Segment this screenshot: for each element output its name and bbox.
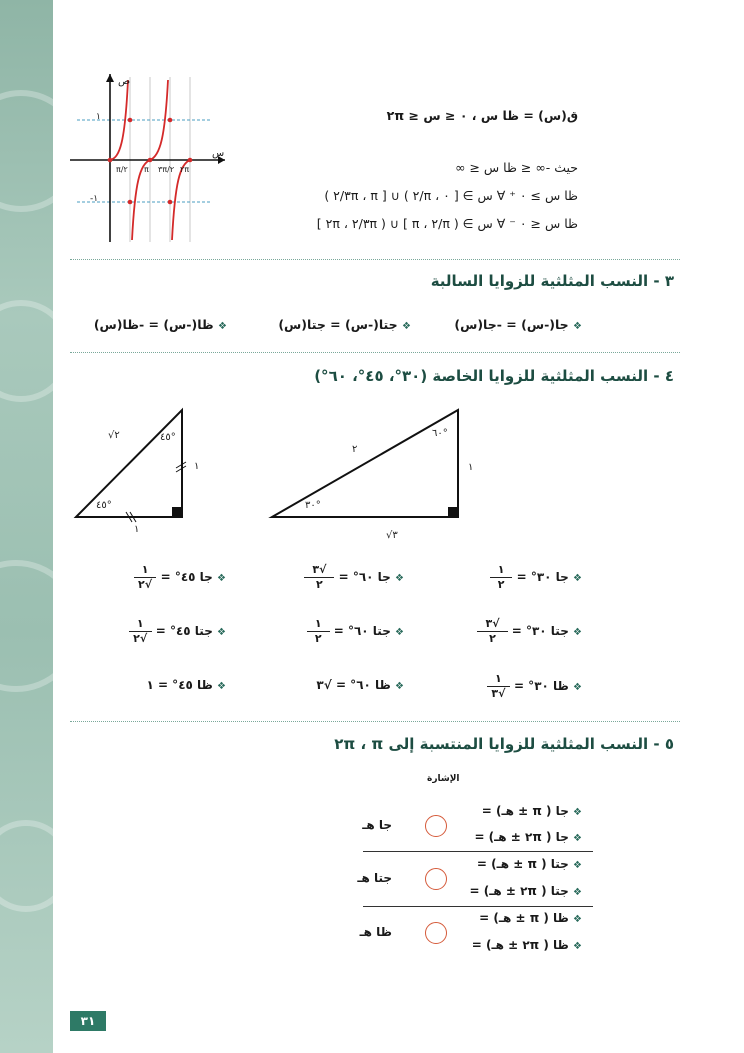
tri-45-top-angle: ٤٥° — [160, 432, 176, 443]
decorative-sidebar — [0, 0, 53, 1053]
tri-45-left-angle: ٤٥° — [96, 500, 112, 511]
tan-30-value: ❖ ظا ٣٠° = $\frac{١}{√٣}$ — [487, 672, 582, 701]
tan-60-value: ❖ ظا ٦٠° = √٣ — [316, 678, 404, 692]
decor-circle — [0, 820, 72, 912]
cos-45-value: ❖ جتا ٤٥° = $\frac{١}{√٢}$ — [129, 617, 226, 646]
divider — [70, 721, 680, 722]
tri-30-base: √٣ — [386, 530, 398, 541]
tri-30-left-angle: ٣٠° — [305, 500, 321, 511]
y-axis-label: ص — [118, 76, 131, 87]
tri-30-hypotenuse: ٢ — [352, 444, 358, 455]
special-triangles — [60, 400, 480, 550]
group-separator — [363, 851, 593, 852]
section-4-title: ٤ - النسب المثلثية للزوايا الخاصة (٣٠°، ٤٥°، ٦٠°) — [314, 367, 674, 385]
sign-blank-circle — [425, 868, 447, 890]
x-tick: ٢π — [180, 165, 190, 174]
tri-30-side: ١ — [468, 462, 474, 473]
tan-45-value: ❖ ظا ٤٥° = ١ — [146, 678, 226, 692]
negative-angle-tan: ❖ ظا(-س) = -ظا(س) — [93, 317, 227, 332]
section-3-title: ٣ - النسب المثلثية للزوايا السالبة — [430, 272, 674, 290]
related-angle-row: ❖ ظا ( π ± هـ) = — [479, 911, 582, 925]
sign-blank-circle — [425, 922, 447, 944]
function-definition: ق(س) = ظا س ، ٠ ≤ س ≤ ٢π — [386, 108, 578, 123]
related-angle-result: جتا هـ — [357, 871, 392, 885]
sign-header: الإشارة — [427, 774, 460, 784]
negative-angle-sin: ❖ جا(-س) = -جا(س) — [454, 317, 582, 332]
tick-negative: -١ — [90, 194, 99, 204]
tri-30-top-angle: ٦٠° — [432, 428, 448, 439]
related-angle-row: ❖ جتا ( π ± هـ) = — [476, 857, 582, 871]
related-angle-row: ❖ جا ( ٢π ± هـ) = — [474, 830, 582, 844]
tick-positive: ١ — [96, 112, 101, 122]
divider — [70, 352, 680, 353]
group-separator — [363, 906, 593, 907]
function-negative-interval: ظا س ≤ ٠ ⁻ ∀ س ∋ ( π/٢ ، π ] ∪ ( ٣π/٢ ، ٢π ] — [316, 216, 578, 231]
x-axis-label: س — [212, 148, 225, 159]
tangent-graph — [65, 72, 235, 247]
x-tick: π/٢ — [116, 165, 128, 174]
sin-45-value: ❖ جا ٤٥° = $\frac{١}{√٢}$ — [134, 563, 226, 592]
x-tick: π — [144, 165, 149, 174]
related-angle-row: ❖ ظا ( ٢π ± هـ) = — [471, 938, 582, 952]
tri-45-hypotenuse: √٢ — [108, 430, 120, 441]
function-positive-interval: ظا س ≥ ٠ ⁺ ∀ س ∋ [ ٠ ، π/٢ ) ∪ [ π ، ٣π/٢ ) — [324, 188, 578, 203]
sign-blank-circle — [425, 815, 447, 837]
decor-circle — [0, 300, 72, 402]
related-angle-result: ظا هـ — [359, 925, 392, 939]
decor-circle — [0, 560, 82, 692]
cos-60-value: ❖ جتا ٦٠° = $\frac{١}{٢}$ — [307, 617, 404, 646]
related-angle-row: ❖ جا ( π ± هـ) = — [481, 804, 582, 818]
sin-60-value: ❖ جا ٦٠° = $\frac{√٣}{٢}$ — [304, 563, 404, 592]
tri-45-side: ١ — [194, 461, 200, 472]
function-range: حيث -∞ ≤ ظا س ≤ ∞ — [455, 160, 578, 175]
tri-45-base: ١ — [134, 524, 140, 535]
sin-30-value: ❖ جا ٣٠° = $\frac{١}{٢}$ — [490, 563, 582, 592]
x-tick: ٣π/٢ — [158, 165, 175, 174]
cos-30-value: ❖ جتا ٣٠° = $\frac{√٣}{٢}$ — [477, 617, 582, 646]
related-angle-row: ❖ جتا ( ٢π ± هـ) = — [469, 884, 582, 898]
section-5-title: ٥ - النسب المثلثية للزوايا المنتسبة إلى π ، ٢π — [334, 735, 674, 753]
page-number: ٣١ — [70, 1011, 106, 1031]
related-angle-result: جا هـ — [362, 818, 392, 832]
divider — [70, 259, 680, 260]
negative-angle-cos: ❖ جتا(-س) = جتا(س) — [278, 317, 411, 332]
